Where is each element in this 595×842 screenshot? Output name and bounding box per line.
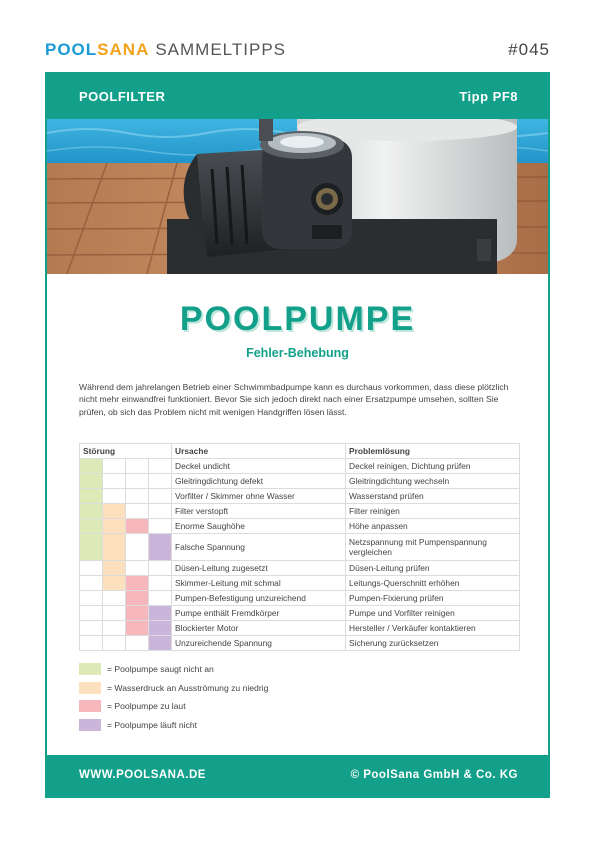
top-bar <box>45 40 550 64</box>
table-row <box>80 504 520 519</box>
marker-orange <box>103 576 126 591</box>
marker-orange <box>103 534 126 561</box>
cell-solution: Netzspannung mit Pumpenspannung vergleichen <box>346 534 520 561</box>
brand-pool: POOL <box>45 40 98 59</box>
table-row <box>80 534 520 561</box>
table-row <box>80 519 520 534</box>
troubleshooting-table <box>79 443 520 651</box>
cell-solution: Filter reinigen <box>346 504 520 519</box>
marker-purple <box>149 636 172 651</box>
cell-solution: Deckel reinigen, Dichtung prüfen <box>346 459 520 474</box>
table-row <box>80 561 520 576</box>
marker-green <box>80 534 103 561</box>
cell-solution: Hersteller / Verkäufer kontaktieren <box>346 621 520 636</box>
table-row <box>80 474 520 489</box>
table-row <box>80 576 520 591</box>
cell-cause: Düsen-Leitung zugesetzt <box>172 561 346 576</box>
marker-green <box>80 519 103 534</box>
marker-green <box>80 459 103 474</box>
legend-text: = Poolpumpe läuft nicht <box>107 719 198 730</box>
marker-pink <box>126 519 149 534</box>
pump-photo <box>47 119 548 274</box>
legend-swatch-orange <box>79 682 101 694</box>
marker-pink <box>126 576 149 591</box>
tip-number: #045 <box>508 40 550 59</box>
copyright-text: © PoolSana GmbH & Co. KG <box>350 769 518 781</box>
legend-item-green <box>79 662 519 681</box>
category-label: POOLFILTER <box>79 89 166 104</box>
legend-text: = Poolpumpe zu laut <box>107 701 186 711</box>
brand-logo[interactable] <box>45 40 286 60</box>
cell-cause: Falsche Spannung <box>172 534 346 561</box>
cell-cause: Deckel undicht <box>172 459 346 474</box>
card-footer <box>47 755 548 796</box>
page-subtitle: Fehler-Behebung <box>246 346 349 360</box>
header-stoerung: Störung <box>80 444 172 459</box>
card-header <box>47 74 548 119</box>
tip-code: Tipp PF8 <box>459 89 518 104</box>
marker-green <box>80 489 103 504</box>
marker-orange <box>103 504 126 519</box>
legend-item-pink <box>79 699 519 718</box>
marker-green <box>80 504 103 519</box>
cell-cause: Unzureichende Spannung <box>172 636 346 651</box>
table-row <box>80 606 520 621</box>
marker-orange <box>103 561 126 576</box>
brand-subtitle: SAMMELTIPPS <box>155 40 286 59</box>
legend-swatch-pink <box>79 700 101 712</box>
legend-text: = Wasserdruck an Ausströmung zu niedrig <box>107 682 269 693</box>
table-header-row <box>80 444 520 459</box>
cell-solution: Pumpen-Fixierung prüfen <box>346 591 520 606</box>
table-row <box>80 489 520 504</box>
cell-cause: Vorfilter / Skimmer ohne Wasser <box>172 489 346 504</box>
marker-pink <box>126 621 149 636</box>
cell-cause: Skimmer-Leitung mit schmal <box>172 576 346 591</box>
legend-item-purple <box>79 718 519 737</box>
cell-solution: Leitungs-Querschnitt erhöhen <box>346 576 520 591</box>
table-row <box>80 591 520 606</box>
cell-cause: Pumpen-Befestigung unzureichend <box>172 591 346 606</box>
cell-cause: Pumpe enthält Fremdkörper <box>172 606 346 621</box>
cell-cause: Enorme Saughöhe <box>172 519 346 534</box>
table-row <box>80 636 520 651</box>
header-ursache: Ursache <box>172 444 346 459</box>
legend-item-orange <box>79 681 519 700</box>
cell-solution: Düsen-Leitung prüfen <box>346 561 520 576</box>
marker-pink <box>126 591 149 606</box>
marker-purple <box>149 621 172 636</box>
page-title: POOLPUMPE <box>179 300 416 338</box>
legend <box>79 662 519 736</box>
tip-card <box>45 72 550 798</box>
table-row <box>80 621 520 636</box>
marker-purple <box>149 534 172 561</box>
cell-solution: Wasserstand prüfen <box>346 489 520 504</box>
cell-solution: Sicherung zurücksetzen <box>346 636 520 651</box>
legend-swatch-purple <box>79 719 101 731</box>
header-problemloesung: Problemlösung <box>346 444 520 459</box>
cell-cause: Filter verstopft <box>172 504 346 519</box>
cell-cause: Blockierter Motor <box>172 621 346 636</box>
pool-pump-image <box>47 119 548 274</box>
website-link[interactable]: WWW.POOLSANA.DE <box>79 769 206 781</box>
cell-solution: Höhe anpassen <box>346 519 520 534</box>
legend-swatch-green <box>79 663 101 675</box>
marker-green <box>80 474 103 489</box>
cell-solution: Pumpe und Vorfilter reinigen <box>346 606 520 621</box>
marker-purple <box>149 606 172 621</box>
marker-orange <box>103 519 126 534</box>
marker-pink <box>126 606 149 621</box>
table-row <box>80 459 520 474</box>
cell-solution: Gleitringdichtung wechseln <box>346 474 520 489</box>
intro-paragraph: Während dem jahrelangen Betrieb einer Schwimmbadpumpe kann es durchaus vorkommen, dass diese plötzlich nicht mehr einwandfrei funktioniert. Bevor Sie sich jedoch direkt nach einer Ersatzpumpe umsehen, sollten Sie prüfen, ob sich das Problem nicht mit wenigen Handgriffen lösen lässt. <box>79 382 509 417</box>
brand-sana: SANA <box>97 40 150 59</box>
legend-text: = Poolpumpe saugt nicht an <box>107 664 214 674</box>
cell-cause: Gleitringdichtung defekt <box>172 474 346 489</box>
